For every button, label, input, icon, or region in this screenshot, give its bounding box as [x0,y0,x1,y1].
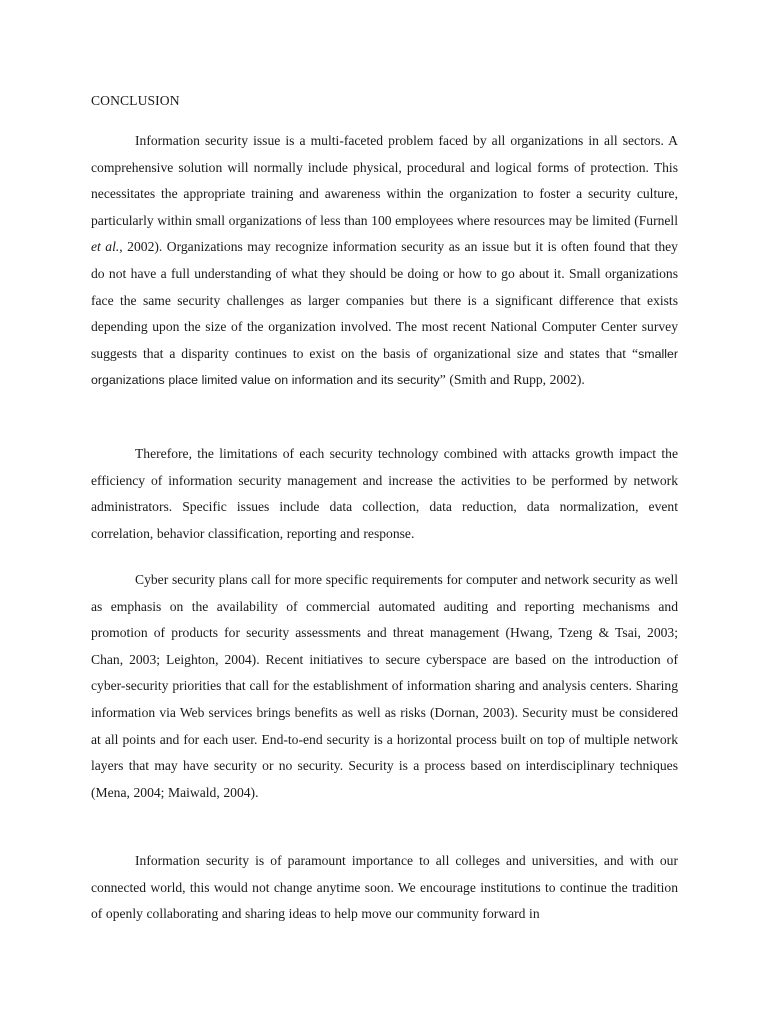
paragraph-1 [91,128,678,394]
survey-quote: smaller organizations place limited value on information and its security [91,346,678,388]
paragraph-1-text-a: Information security issue is a multi-faceted problem faced by all organizations in all sectors. A comprehensive solution will normally include physical, procedural and logical forms of protection. This necessitates the appropriate training and awareness within the organization to foster a security culture, particularly within small organizations of less than 100 employees where resources may be limited (Furnell [91,133,678,228]
paragraph-4: Information security is of paramount importance to all colleges and universities, and with our connected world, this would not change anytime soon. We encourage institutions to continue the tradition of openly collaborating and sharing ideas to help move our community forward in [91,853,678,922]
citation-et-al: et al. [91,239,120,255]
paragraph-2: Therefore, the limitations of each security technology combined with attacks growth impact the efficiency of information security management and increase the activities to be performed by network administrators. Specific issues include data collection, data reduction, data normalization, event correlation, behavior classification, reporting and response. [91,446,678,541]
paragraph-1-text-c: ” (Smith and Rupp, 2002). [439,372,585,388]
paragraph-1-text-b: , 2002). Organizations may recognize information security as an issue but it is often found that they do not have a full understanding of what they should be doing or how to go about it. Small organizations face the same security challenges as larger companies but there is a significant difference that exists depending upon the size of the organization involved. The most recent National Computer Center survey suggests that a disparity continues to exist on the basis of organizational size and states that “ [91,239,678,361]
paragraph-3: Cyber security plans call for more specific requirements for computer and network security as well as emphasis on the availability of commercial automated auditing and reporting mechanisms and promotion of products for security assessments and threat management (Hwang, Tzeng & Tsai, 2003; Chan, 2003; Leighton, 2004). Recent initiatives to secure cyberspace are based on the introduction of cyber-security priorities that call for the establishment of information sharing and analysis centers. Sharing information via Web services brings benefits as well as risks (Dornan, 2003). Security must be considered at all points and for each user. End-to-end security is a horizontal process built on top of multiple network layers that may have security or no security. Security is a process based on interdisciplinary techniques (Mena, 2004; Maiwald, 2004). [91,572,678,800]
section-heading: CONCLUSION [91,93,180,108]
